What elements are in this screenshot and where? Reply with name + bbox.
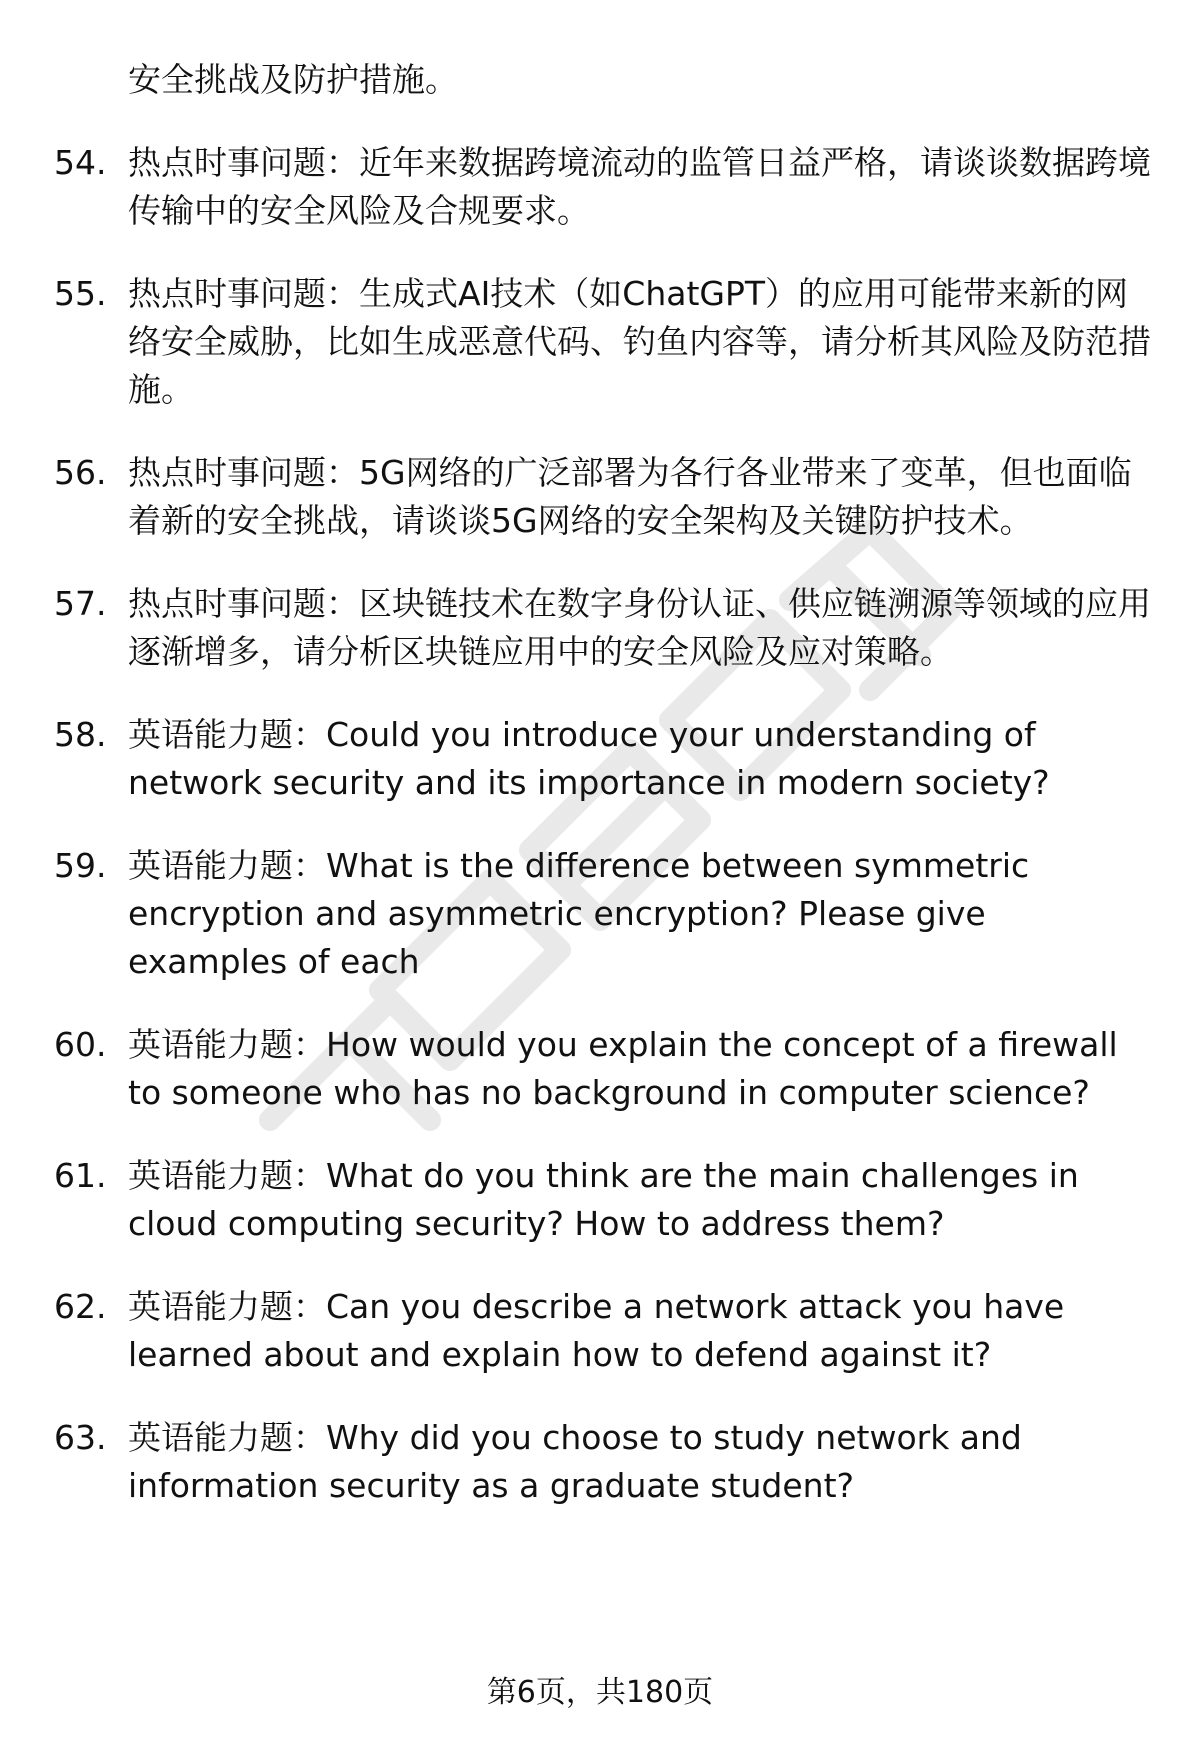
list-item xyxy=(0,1414,1200,1510)
question-text: 英语能力题：Could you introduce your understanding of network security and its importance in modern society? xyxy=(128,715,1050,802)
question-number: 55. xyxy=(54,274,107,313)
page-number-label: 第6页，共180页 xyxy=(486,1675,714,1710)
question-text: 英语能力题：Why did you choose to study network and information security as a graduate student? xyxy=(128,1418,1022,1505)
list-item xyxy=(0,1283,1200,1379)
question-number: 60. xyxy=(54,1025,107,1064)
question-text: 英语能力题：What do you think are the main challenges in cloud computing security? How to address them? xyxy=(128,1156,1079,1243)
question-list xyxy=(0,56,1200,1545)
question-text: 热点时事问题：5G网络的广泛部署为各行各业带来了变革，但也面临着新的安全挑战，请谈谈5G网络的安全架构及关键防护技术。 xyxy=(128,453,1132,540)
question-text: 热点时事问题：生成式AI技术（如ChatGPT）的应用可能带来新的网络安全威胁，比如生成恶意代码、钓鱼内容等，请分析其风险及防范措施。 xyxy=(128,274,1151,409)
page-footer xyxy=(0,1673,1200,1713)
list-item xyxy=(0,449,1200,545)
question-text: 热点时事问题：近年来数据跨境流动的监管日益严格，请谈谈数据跨境传输中的安全风险及合规要求。 xyxy=(128,143,1151,230)
list-item xyxy=(0,1021,1200,1117)
question-number: 61. xyxy=(54,1156,107,1195)
question-text: 热点时事问题：区块链技术在数字身份认证、供应链溯源等领域的应用逐渐增多，请分析区块链应用中的安全风险及应对策略。 xyxy=(128,584,1151,671)
continuation-item xyxy=(0,56,1200,104)
question-text: 英语能力题：Can you describe a network attack you have learned about and explain how to defend against it? xyxy=(128,1287,1065,1374)
list-item xyxy=(0,139,1200,235)
list-item xyxy=(0,711,1200,807)
question-number: 62. xyxy=(54,1287,107,1326)
question-number: 63. xyxy=(54,1418,107,1457)
list-item xyxy=(0,842,1200,986)
question-number: 59. xyxy=(54,846,107,885)
question-text: 英语能力题：How would you explain the concept of a firewall to someone who has no background in computer science? xyxy=(128,1025,1118,1112)
question-number: 58. xyxy=(54,715,107,754)
question-text: 英语能力题：What is the difference between symmetric encryption and asymmetric encryption? Please give examples of each xyxy=(128,846,1030,981)
continuation-text: 安全挑战及防护措施。 xyxy=(128,60,458,99)
list-item xyxy=(0,1152,1200,1248)
question-number: 57. xyxy=(54,584,107,623)
list-item xyxy=(0,270,1200,414)
question-number: 56. xyxy=(54,453,107,492)
question-number: 54. xyxy=(54,143,107,182)
list-item xyxy=(0,580,1200,676)
